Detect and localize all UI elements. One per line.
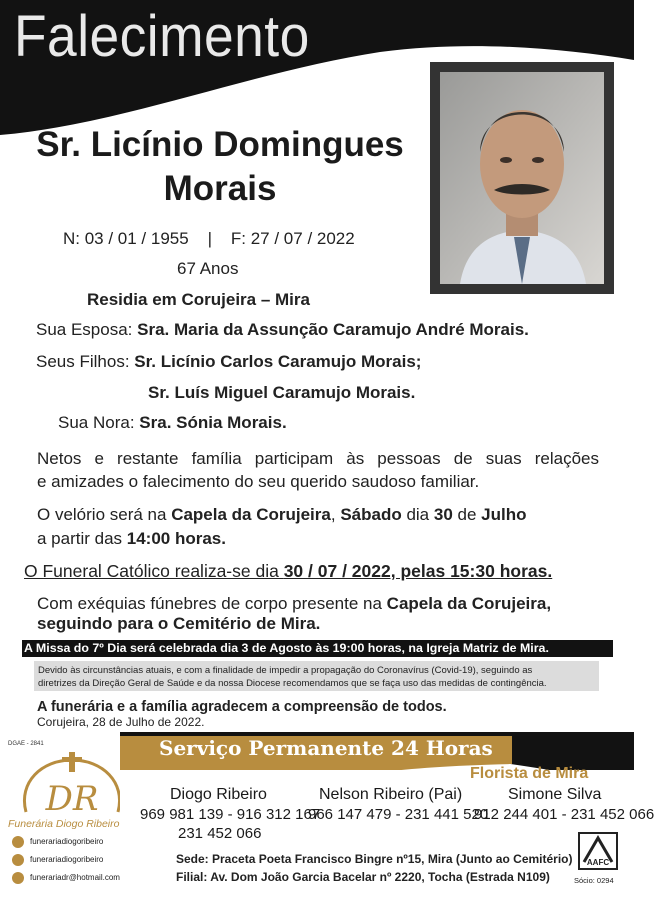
instagram-icon xyxy=(12,854,24,866)
spouse-label: Sua Esposa: xyxy=(36,320,133,339)
thanks-text: A funerária e a família agradecem a compreensão de todos. xyxy=(37,699,447,715)
contact2-name: Nelson Ribeiro (Pai) xyxy=(319,786,463,803)
exequies-place: Capela da Corujeira, xyxy=(386,594,552,613)
covid-line1: Devido às circunstâncias atuais, e com a finalidade de impedir a propagação do Coronavírus (Covid-19), seguindo as xyxy=(38,665,533,676)
wake-day: Sábado xyxy=(340,505,402,524)
deceased-name-line1: Sr. Licínio Domingues xyxy=(36,125,404,164)
florist-name: Florista de Mira xyxy=(470,765,589,782)
inlaw-name: Sra. Sónia Morais. xyxy=(139,413,287,432)
children-line xyxy=(36,352,421,372)
notice-paragraph-line2: e amizades o falecimento do seu querido saudoso familiar. xyxy=(37,472,480,491)
logo-letters: DR xyxy=(45,779,99,819)
address-headquarters: Sede: Praceta Poeta Francisco Bingre nº15, Mira (Junto ao Cemitério) xyxy=(176,852,573,866)
exequies-line2: seguindo para o Cemitério de Mira. xyxy=(37,614,321,633)
logo-name: Funerária Diogo Ribeiro xyxy=(8,818,120,830)
address-branch: Filial: Av. Dom João Garcia Bacelar nº 2220, Tocha (Estrada N109) xyxy=(176,870,550,884)
exequies-text: Com exéquias fúnebres de corpo presente na xyxy=(37,594,387,613)
contact3-name: Simone Silva xyxy=(508,786,602,803)
child-name-2: Sr. Luís Miguel Caramujo Morais. xyxy=(148,383,416,402)
portrait-photo xyxy=(440,72,604,284)
association-logo-icon xyxy=(578,832,618,870)
place-date: Corujeira, 28 de Julho de 2022. xyxy=(37,715,205,729)
exequies-line xyxy=(37,594,551,614)
contact1-name: Diogo Ribeiro xyxy=(170,786,267,803)
spouse-line xyxy=(36,320,529,340)
social-facebook[interactable]: funerariadiogoribeiro xyxy=(30,837,104,846)
funeral-text: O Funeral Católico realiza-se dia xyxy=(24,561,284,581)
wake-place: Capela da Corujeira xyxy=(171,505,331,524)
social-instagram[interactable]: funerariadiogoribeiro xyxy=(30,855,104,864)
spouse-name: Sra. Maria da Assunção Caramujo André Morais. xyxy=(137,320,529,339)
member-number: Sócio: 0294 xyxy=(574,876,614,885)
wake-text-2: dia xyxy=(401,505,434,524)
wake-text: O velório será na xyxy=(37,505,172,524)
wake-time-text: a partir das xyxy=(37,529,127,548)
wake-time-line xyxy=(37,529,226,549)
contact1-phone-line2: 231 452 066 xyxy=(178,825,262,842)
social-email[interactable]: funerariadr@hotmail.com xyxy=(30,873,120,882)
inlaw-label: Sua Nora: xyxy=(58,413,135,432)
mail-icon xyxy=(12,872,24,884)
funeral-datetime: 30 / 07 / 2022, pelas 15:30 horas. xyxy=(283,561,553,581)
notice-paragraph-line1: Netos e restante família participam às pessoas de suas relações xyxy=(37,449,599,468)
wake-time: 14:00 horas. xyxy=(126,529,226,548)
children-label: Seus Filhos: xyxy=(36,352,130,371)
wake-month: Julho xyxy=(481,505,527,524)
contact1-phone-line1: 969 981 139 - 916 312 167 xyxy=(140,806,321,823)
facebook-icon xyxy=(12,836,24,848)
wake-line xyxy=(37,505,526,525)
inlaw-line xyxy=(58,413,287,433)
wake-text-3: de xyxy=(452,505,482,524)
dgae-code: DGAE - 2841 xyxy=(8,741,44,747)
residence: Residia em Corujeira – Mira xyxy=(87,290,310,309)
contact2-phone: 966 147 479 - 231 441 520 xyxy=(308,806,489,823)
mass-text: A Missa do 7º Dia será celebrada dia 3 de Agosto às 19:00 horas, na Igreja Matriz de Mira. xyxy=(24,641,549,655)
service-banner-text: Serviço Permanente 24 Horas xyxy=(159,736,493,760)
birth-death-dates: N: 03 / 01 / 1955 | F: 27 / 07 / 2022 xyxy=(63,229,355,248)
covid-line2: diretrizes da Direção Geral de Saúde e da nossa Diocese recomendamos que se faça uso das medidas de contingência. xyxy=(38,678,547,689)
page-title: Falecimento xyxy=(14,4,310,69)
association-logo-text: AAFC xyxy=(586,858,610,867)
child-name-1: Sr. Licínio Carlos Caramujo Morais; xyxy=(134,352,422,371)
wake-date: 30 xyxy=(433,505,453,524)
age: 67 Anos xyxy=(177,259,239,278)
contact3-phone: 912 244 401 - 231 452 066 xyxy=(474,806,654,823)
funeral-line xyxy=(24,561,552,582)
deceased-name-line2: Morais xyxy=(163,169,277,208)
wake-sep: , xyxy=(330,505,341,524)
